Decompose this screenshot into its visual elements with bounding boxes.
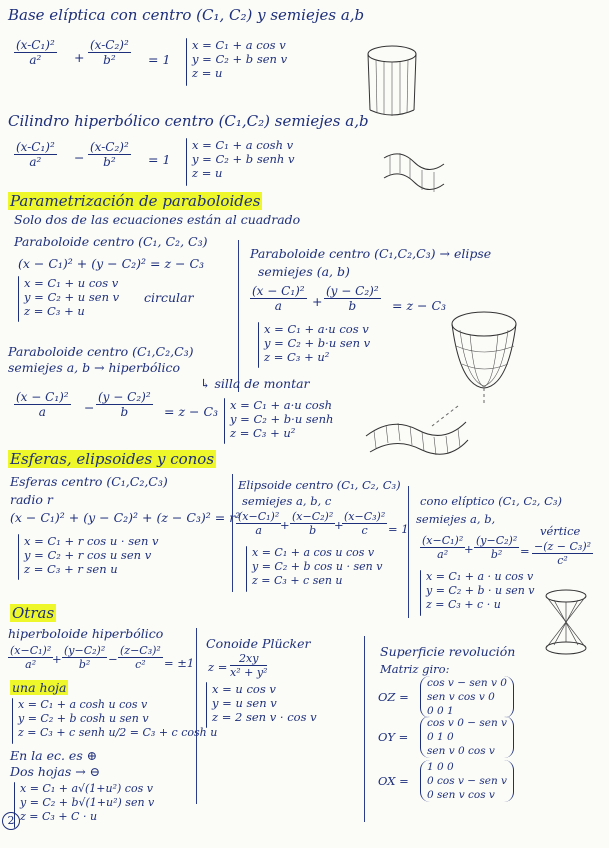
minus-sign: − [108, 652, 118, 666]
sphere-title: Esferas centro (C₁,C₂,C₃) [10, 474, 168, 489]
cone-semiaxes: semiejes a, b, [416, 512, 496, 526]
column-divider [408, 486, 409, 618]
brace [12, 698, 13, 744]
brace [246, 546, 247, 592]
paraboloid-hyperbolic-semiaxes: semiejes a, b → hiperbólico [8, 360, 181, 375]
hyperbolic-cylinder-figure [380, 128, 450, 198]
brace [420, 570, 421, 616]
circular-note: circular [144, 290, 194, 305]
plucker-lhs: z = [208, 660, 228, 674]
fraction: $\frac{\text{(x−C₃)²}}{c}$ [344, 510, 386, 537]
parametrization-system: x = u cos v y = u sen v z = 2 sen v · cos v [212, 682, 317, 724]
plus-sign: + [334, 518, 344, 532]
brace [18, 276, 19, 322]
ellipsoid-title: Elipsoide centro (C₁, C₂, C₃) [238, 478, 401, 492]
ox-matrix: 1 0 0 0 cos v − sen v 0 sen v cos v [420, 760, 514, 802]
paraboloid-circular-title: Paraboloide centro (C₁, C₂, C₃) [14, 234, 208, 249]
rhs: = [520, 544, 530, 558]
fraction: $\frac{\text{(x−C₁)²}}{\text{a²}}$ [422, 534, 464, 561]
parametrization-system: x = C₁ + a · u cos v y = C₂ + b · u sen v z = C₃ + c · u [426, 570, 535, 611]
parametrization-system: x = C₁ + a·u cos v y = C₂ + b·u sen v z = C₃ + u² [264, 322, 371, 364]
column-divider [196, 628, 197, 804]
paraboloid-circular-equation: (x − C₁)² + (y − C₂)² = z − C₃ [18, 256, 205, 271]
oz-label: OZ = [378, 690, 409, 704]
fraction: $\frac{\text{(y−C₂)²}}{\text{b²}}$ [476, 534, 518, 561]
section-title-elliptic-cylinder: Base elíptica con centro (C₁, C₂) y semiejes a,b [8, 6, 365, 24]
fraction: $\frac{\text{(x-C₁)²}}{\text{a²}}$ [16, 140, 55, 169]
oy-label: OY = [378, 730, 409, 744]
fraction: $\frac{\text{(x−C₁)²}}{\text{a²}}$ [10, 644, 52, 671]
section-title-spheres: Esferas, elipsoides y conos [10, 450, 215, 468]
fraction: $\frac{\text{(x-C₁)²}}{\text{a²}}$ [16, 38, 55, 67]
column-divider [364, 636, 365, 822]
rhs: = z − C₃ [392, 298, 447, 313]
fraction: $\frac{\text{(y − C₂)²}}{b}$ [98, 390, 151, 419]
section-title-paraboloids: Parametrización de paraboloides [10, 192, 261, 210]
brace [258, 322, 259, 368]
revolution-title: Superficie revolución [380, 644, 516, 659]
oy-matrix: cos v 0 − sen v 0 1 0 sen v 0 cos v [420, 716, 514, 758]
hyperboloid-title: hiperboloide hiperbólico [8, 626, 164, 641]
fraction: $\frac{\text{(y − C₂)²}}{b}$ [326, 284, 379, 313]
paraboloid-bowl-figure [440, 296, 540, 406]
fraction: $\frac{\text{(x−C₂)²}}{b}$ [292, 510, 334, 537]
subtitle-note: Solo dos de las ecuaciones están al cuadrado [14, 212, 301, 227]
rotation-matrix-label: Matriz giro: [380, 662, 450, 676]
brace [186, 38, 187, 86]
cone-figure [538, 588, 594, 658]
rhs: = z − C₃ [164, 404, 219, 419]
plus-sign: + [52, 652, 62, 666]
parametrization-system: x = C₁ + r cos u · sen v y = C₂ + r cos u sen v z = C₃ + r sen u [24, 534, 159, 576]
parametrization-system: x = C₁ + a·u cosh y = C₂ + b·u senh z = C₃ + u² [230, 398, 334, 440]
column-divider [238, 240, 239, 392]
one-sheet-label: una hoja [12, 680, 67, 695]
saddle-surface-figure [362, 396, 472, 464]
fraction: $\frac{\text{(x-C₂)²}}{\text{b²}}$ [90, 38, 129, 67]
equals-one: = 1 [148, 52, 171, 67]
cone-title: cono elíptico (C₁, C₂, C₃) [420, 494, 563, 508]
equals-one: = 1 [148, 152, 171, 167]
paraboloid-elliptic-semiaxes: semiejes (a, b) [258, 264, 350, 279]
plucker-title: Conoide Plücker [206, 636, 311, 651]
section-title-others: Otras [12, 604, 55, 622]
paraboloid-elliptic-title: Paraboloide centro (C₁,C₂,C₃) → elipse [250, 246, 492, 261]
sphere-radius: radio r [10, 492, 53, 507]
fraction: $\frac{\text{(x − C₁)²}}{a}$ [252, 284, 305, 313]
sphere-equation: (x − C₁)² + (y − C₂)² + (z − C₃)² = r² [10, 510, 241, 525]
fraction: $\frac{\text{(x−C₁)²}}{a}$ [238, 510, 280, 537]
paraboloid-hyperbolic-title: Paraboloide centro (C₁,C₂,C₃) [8, 344, 194, 359]
minus-sign: − [84, 400, 95, 415]
oz-matrix: cos v − sen v 0 sen v cos v 0 0 0 1 [420, 676, 514, 718]
minus-sign: − [74, 150, 85, 165]
parametrization-system: x = C₁ + a cosh v y = C₂ + b senh v z = u [192, 138, 295, 180]
brace [18, 534, 19, 580]
parametrization-system: x = C₁ + a cosh u cos v y = C₂ + b cosh u sen v z = C₃ + c senh u/2 = C₃ + c cosh u [18, 698, 218, 739]
ellipsoid-semiaxes: semiejes a, b, c [242, 494, 332, 508]
plus-sign: + [280, 518, 290, 532]
fraction: $\frac{\text{(x − C₁)²}}{a}$ [16, 390, 69, 419]
rhs: = ±1 [164, 656, 195, 670]
note-plus: En la ec. es ⊕ [10, 748, 98, 763]
brace [206, 682, 207, 728]
fraction: $\frac{\text{−(z − C₃)²}}{\text{c²}}$ [534, 540, 592, 567]
parametrization-system: x = C₁ + a√(1+u²) cos v y = C₂ + b√(1+u²) sen v z = C₃ + C · u [20, 782, 155, 823]
fraction: $\frac{\text{(x-C₂)²}}{\text{b²}}$ [90, 140, 129, 169]
fraction: $\frac{\text{(y−C₂)²}}{\text{b²}}$ [64, 644, 106, 671]
column-divider [232, 474, 233, 592]
plus-sign: + [464, 542, 474, 556]
brace [186, 138, 187, 186]
brace [224, 398, 225, 444]
section-title-hyperbolic-cylinder: Cilindro hiperbólico centro (C₁,C₂) semiejes a,b [8, 112, 369, 130]
page-number: 2 [2, 812, 20, 830]
parametrization-system: x = C₁ + a cos u cos v y = C₂ + b cos u · sen v z = C₃ + c sen u [252, 546, 383, 587]
fraction: $\frac{2xy}{\text{x² + y²}}$ [230, 652, 268, 679]
saddle-note: ↳ silla de montar [200, 376, 310, 391]
rhs: = 1 [388, 522, 409, 536]
parametrization-system: x = C₁ + u cos v y = C₂ + u sen v z = C₃ + u [24, 276, 120, 318]
vertex-label: vértice [540, 524, 581, 538]
parametrization-system: x = C₁ + a cos v y = C₂ + b sen v z = u [192, 38, 288, 80]
plus-sign: + [74, 50, 85, 65]
plus-sign: + [312, 294, 323, 309]
elliptic-cylinder-figure [352, 40, 432, 120]
note-minus: Dos hojas → ⊖ [10, 764, 101, 779]
fraction: $\frac{\text{(z−C₃)²}}{\text{c²}}$ [120, 644, 161, 671]
ox-label: OX = [378, 774, 409, 788]
